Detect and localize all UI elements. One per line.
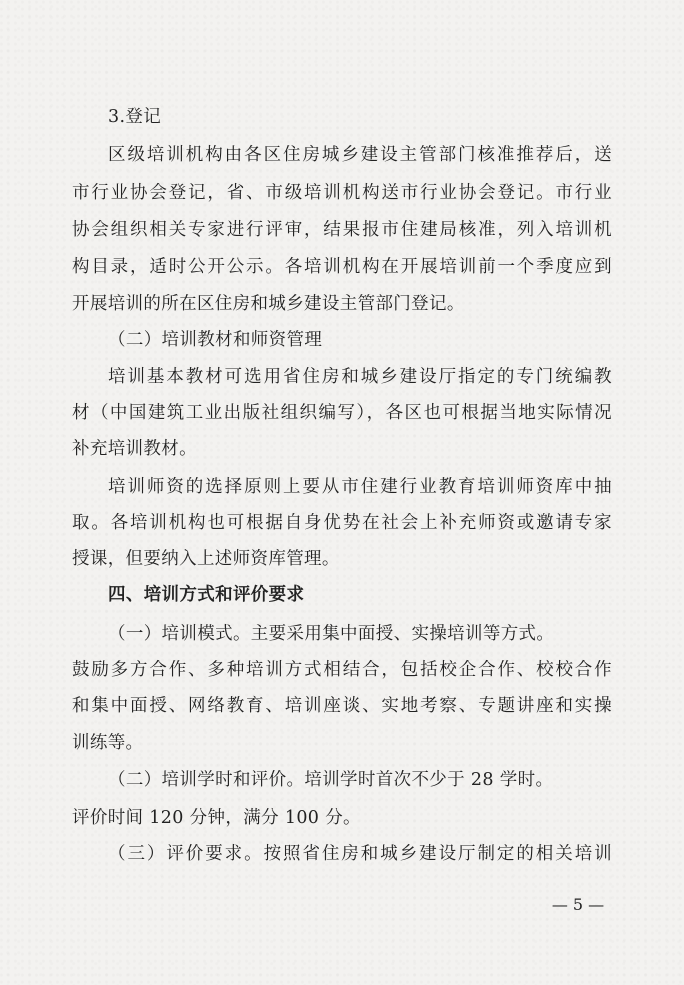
paragraph-line: 和集中面授、网络教育、培训座谈、实地考察、专题讲座和实操 xyxy=(72,696,612,716)
paragraph-line: 取。各培训机构也可根据自身优势在社会上补充师资或邀请专家 xyxy=(72,513,612,533)
paragraph-line: （三）评价要求。按照省住房和城乡建设厅制定的相关培训 xyxy=(108,844,612,864)
paragraph-line: 培训基本教材可选用省住房和城乡建设厅指定的专门统编教 xyxy=(108,367,612,387)
paragraph-line: 区级培训机构由各区住房城乡建设主管部门核准推荐后，送 xyxy=(108,145,612,165)
paragraph-line: 评价时间 120 分钟，满分 100 分。 xyxy=(72,808,361,828)
paragraph-line: 协会组织相关专家进行评审，结果报市住建局核准，列入培训机 xyxy=(72,220,612,240)
paragraph-line: 训练等。 xyxy=(72,733,144,753)
paragraph-line: 市行业协会登记，省、市级培训机构送市行业协会登记。市行业 xyxy=(72,183,612,203)
subsection-heading-registration: 3.登记 xyxy=(108,107,162,127)
section-heading: 四、培训方式和评价要求 xyxy=(108,585,305,605)
paragraph-line: 授课，但要纳入上述师资库管理。 xyxy=(72,549,340,569)
paragraph-line: 鼓励多方合作、多种培训方式相结合，包括校企合作、校校合作 xyxy=(72,660,612,680)
paragraph-line: 构目录，适时公开公示。各培训机构在开展培训前一个季度应到 xyxy=(72,257,612,277)
subsection-heading-materials: （二）培训教材和师资管理 xyxy=(108,330,323,350)
paragraph-line: （二）培训学时和评价。培训学时首次不少于 28 学时。 xyxy=(108,770,554,790)
paragraph-line: 培训师资的选择原则上要从市住建行业教育培训师资库中抽 xyxy=(108,477,612,497)
paragraph-line: 材（中国建筑工业出版社组织编写），各区也可根据当地实际情况 xyxy=(72,403,612,423)
page-number: — 5 — xyxy=(551,895,605,914)
paragraph-line: 开展培训的所在区住房和城乡建设主管部门登记。 xyxy=(72,294,465,314)
paragraph-line: 补充培训教材。 xyxy=(72,439,197,459)
paragraph-line: （一）培训模式。主要采用集中面授、实操培训等方式。 xyxy=(108,624,555,644)
